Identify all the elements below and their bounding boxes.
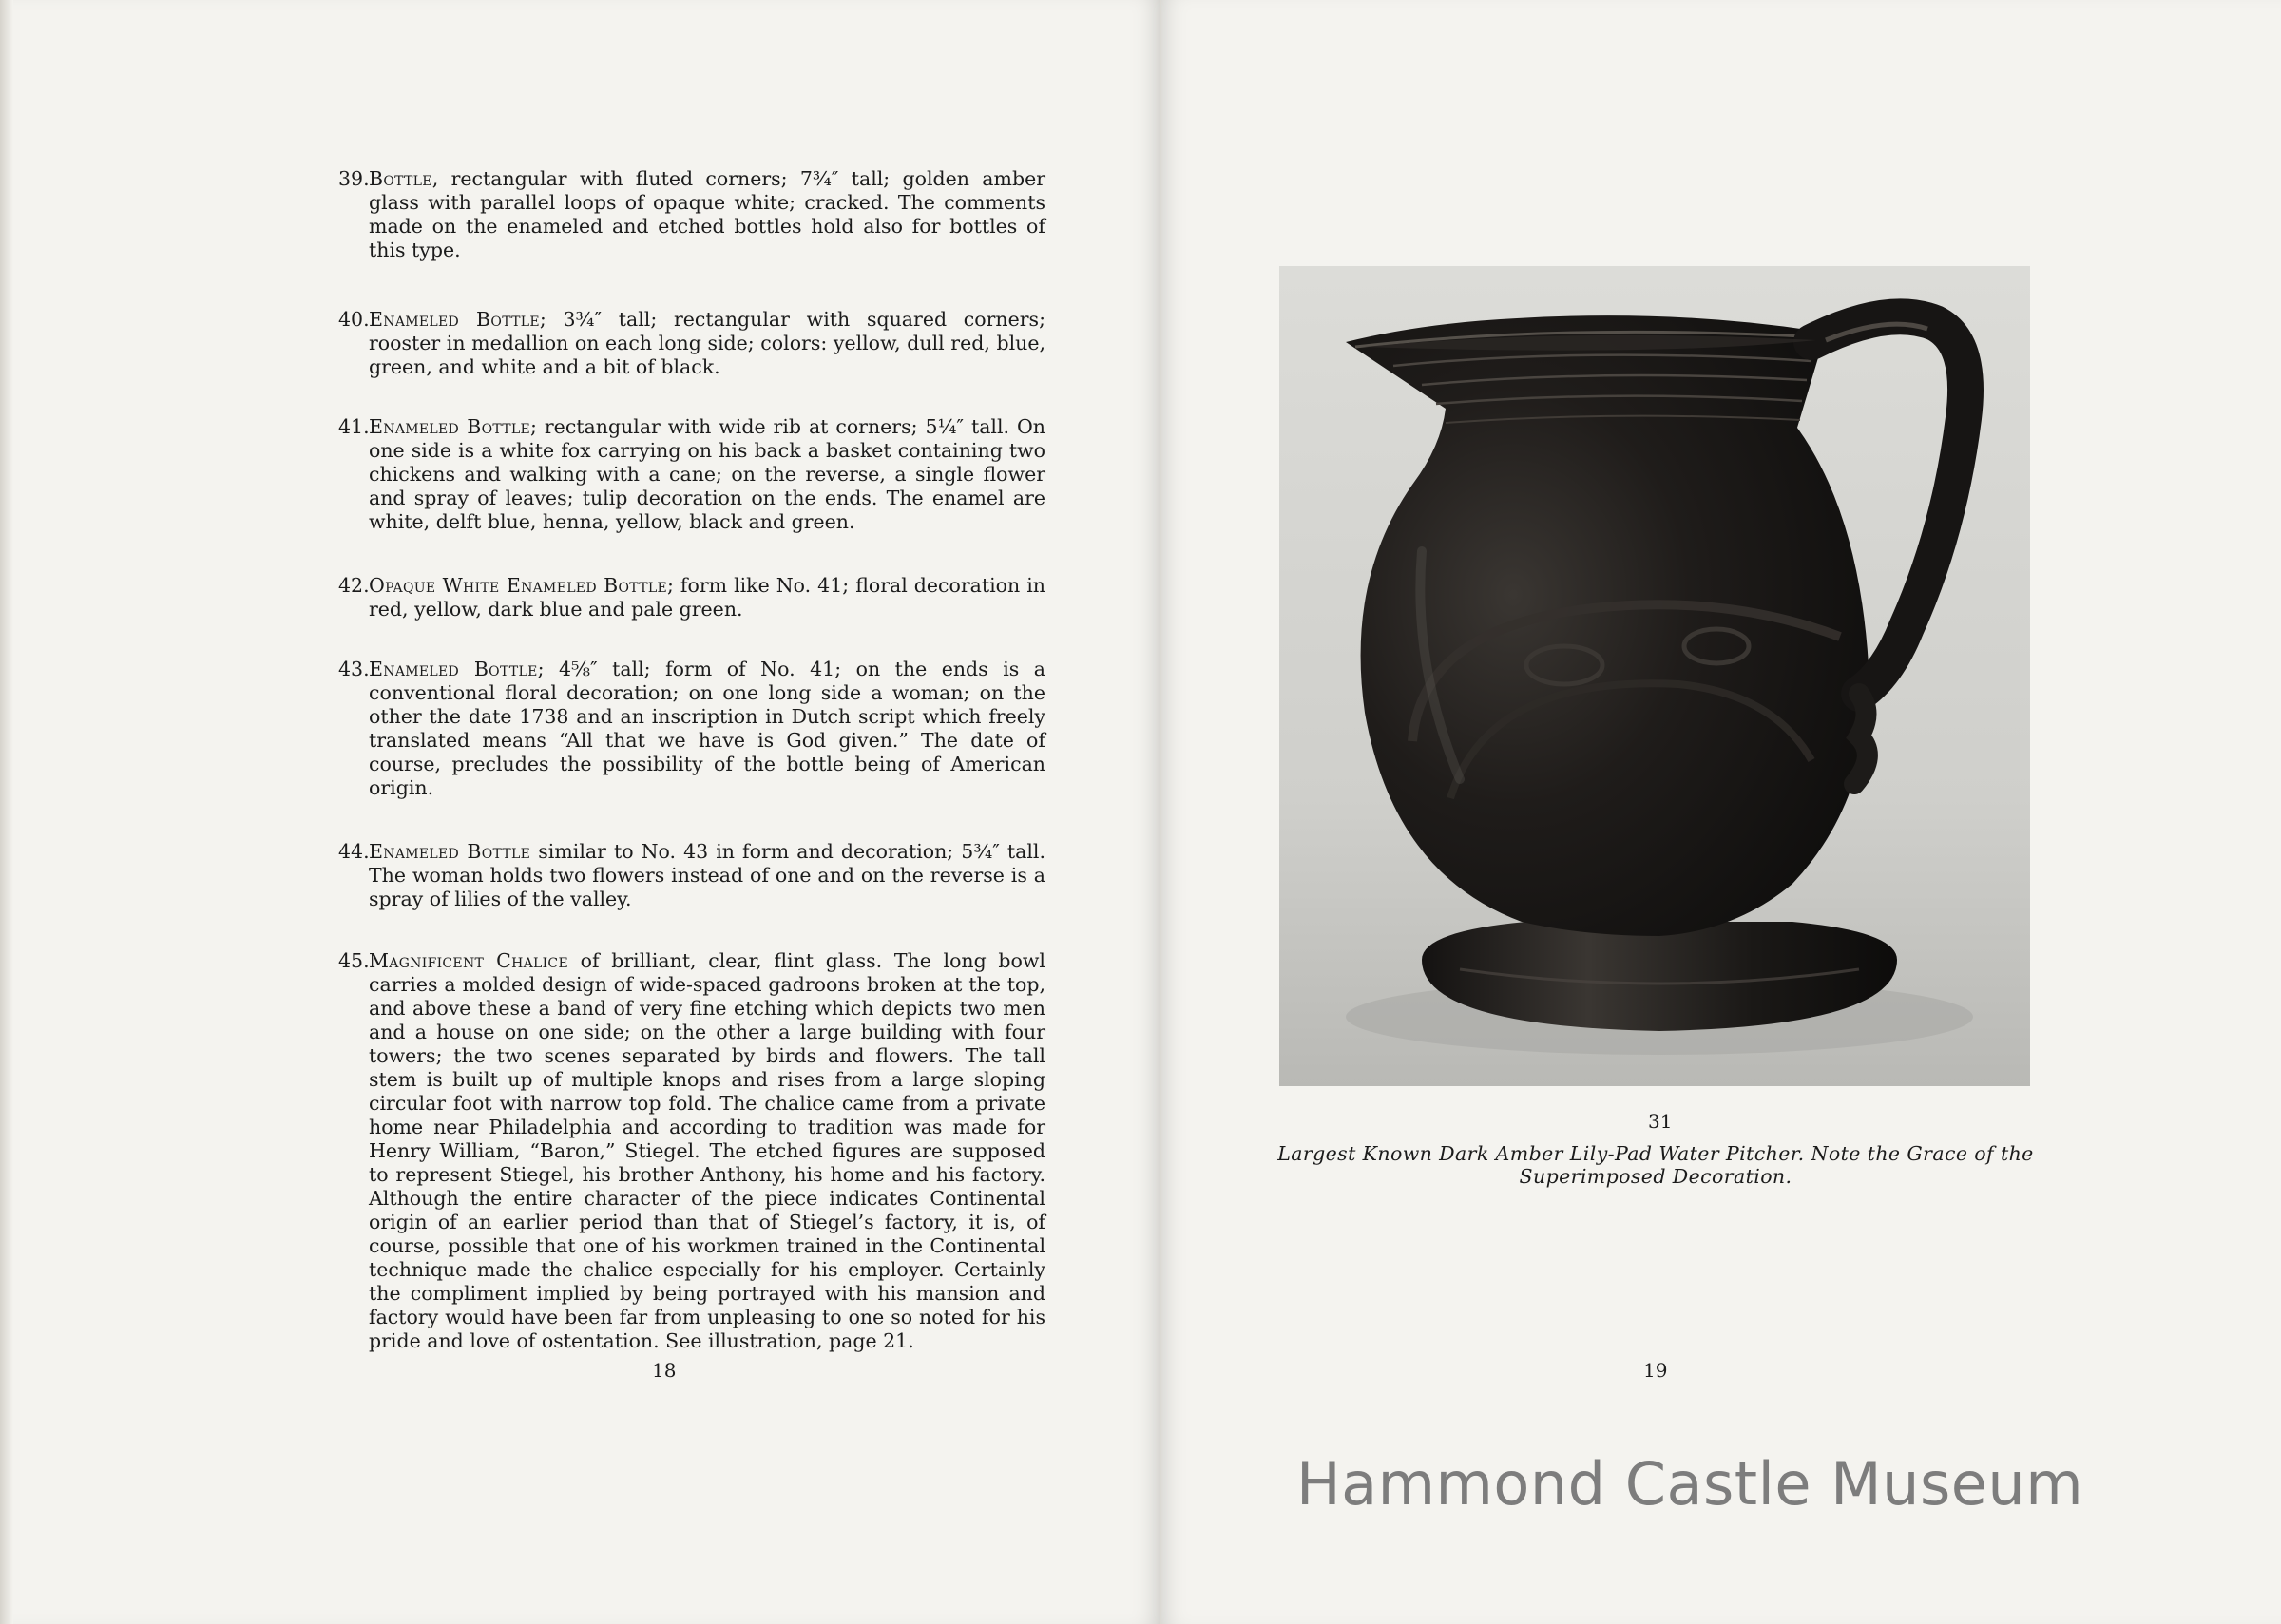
catalog-entry	[338, 949, 1045, 1353]
entry-number: 45.	[338, 949, 370, 972]
entry-description: ; form like No. 41; floral decoration in red, yellow, dark blue and pale green.	[369, 574, 1045, 621]
entry-number: 39.	[338, 167, 370, 190]
figure-caption: Largest Known Dark Amber Lily-Pad Water Pitcher. Note the Grace of the Superimposed Decoration.	[1277, 1142, 2034, 1188]
entry-number: 44.	[338, 840, 370, 863]
entry-text	[369, 308, 1045, 379]
entry-text	[369, 415, 1045, 534]
entry-title: Bottle	[369, 167, 432, 190]
entry-title: Enameled Bottle	[369, 308, 540, 331]
catalog-entry	[338, 308, 1045, 379]
page-number-right: 19	[1643, 1359, 1668, 1382]
catalog-entry	[338, 840, 1045, 911]
entry-description: ; 3¾″ tall; rectangular with squared corners; rooster in medallion on each long side; colors: yellow, dull red, blue, green, and white and a bit of black.	[369, 308, 1045, 378]
entry-title: Magnificent Chalice	[369, 949, 568, 972]
entry-title: Enameled Bottle	[369, 840, 531, 863]
entry-text	[369, 658, 1045, 800]
catalog-entry	[338, 415, 1045, 534]
entry-description: ; 4⅝″ tall; form of No. 41; on the ends is a conventional floral decoration; on one long side a woman; on the other the date 1738 and an inscription in Dutch script which freely translated means “All that we have is God given.” The date of course, precludes the possibility of the bottle being of American origin.	[369, 658, 1045, 799]
pitcher-image	[1279, 266, 2030, 1086]
entry-description: ; rectangular with wide rib at corners; 5¼″ tall. On one side is a white fox carrying on his back a basket containing two chickens and walking with a cane; on the reverse, a single flower and spray of leaves; tulip decoration on the ends. The enamel are white, delft blue, henna, yellow, black and green.	[369, 415, 1045, 533]
page-number-left: 18	[652, 1359, 677, 1382]
entry-number: 41.	[338, 415, 370, 438]
entry-text	[369, 574, 1045, 621]
entry-description: of brilliant, clear, flint glass. The long bowl carries a molded design of wide-spaced gadroons broken at the top, and above these a band of very fine etching which depicts two men and a house on one side; on the other a large building with four towers; the two scenes separated by birds and flowers. The tall stem is built up of multiple knops and rises from a large sloping circular foot with narrow top fold. The chalice came from a private home near Philadelphia and according to tradition was made for Henry William, “Baron,” Stiegel. The etched figures are supposed to represent Stiegel, his brother Anthony, his home and his factory. Although the entire character of the piece indicates Continental origin of an earlier period than that of Stiegel’s factory, it is, of course, possible that one of his workmen trained in the Continental technique made the chalice especially for his employer. Certainly the compliment implied by being portrayed with his mansion and factory would have been far from unpleasing to one so noted for his pride and love of ostentation. See illustration, page 21.	[369, 949, 1045, 1352]
catalog-entry	[338, 658, 1045, 800]
entry-number: 43.	[338, 658, 370, 680]
catalog-entries	[338, 167, 1045, 1353]
entry-title: Opaque White Enameled Bottle	[369, 574, 667, 597]
entry-text	[369, 949, 1045, 1353]
entry-text	[369, 840, 1045, 911]
catalog-entry	[338, 574, 1045, 621]
entry-description: similar to No. 43 in form and decoration; 5¾″ tall. The woman holds two flowers instead of one and on the reverse is a spray of lilies of the valley.	[369, 840, 1045, 910]
catalog-entry	[338, 167, 1045, 262]
entry-number: 42.	[338, 574, 370, 597]
entry-number: 40.	[338, 308, 370, 331]
pitcher-photograph	[1279, 266, 2030, 1086]
watermark-text: Hammond Castle Museum	[1296, 1449, 2084, 1519]
entry-title: Enameled Bottle	[369, 658, 538, 680]
entry-text	[369, 167, 1045, 262]
figure-number: 31	[1648, 1110, 1673, 1133]
right-page	[1161, 0, 2281, 1624]
entry-description: , rectangular with fluted corners; 7¾″ tall; golden amber glass with parallel loops of opaque white; cracked. The comments made on the enameled and etched bottles hold also for bottles of this type.	[369, 167, 1045, 261]
entry-title: Enameled Bottle	[369, 415, 531, 438]
